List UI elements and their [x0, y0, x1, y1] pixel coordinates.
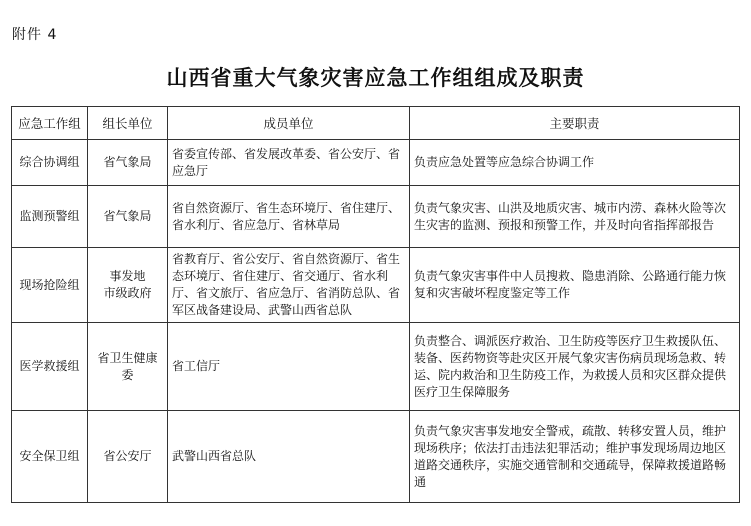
row-group: 安全保卫组: [12, 411, 88, 503]
row-members: 省教育厅、省公安厅、省自然资源厅、省生态环境厅、省住建厅、省交通厅、省水利厅、省文旅厅、省应急厅、省消防总队、省军区战备建设局、武警山西省总队: [168, 248, 410, 323]
row-leader: 省气象局: [88, 140, 168, 186]
table-row: [12, 411, 740, 503]
row-duties: 负责气象灾害、山洪及地质灾害、城市内涝、森林火险等次生灾害的监测、预报和预警工作，并及时向省指挥部报告: [410, 186, 740, 248]
annex-label: 附件 4: [12, 27, 58, 43]
row-leader: 省卫生健康委: [88, 323, 168, 411]
row-leader-line1: 事发地: [109, 269, 146, 283]
header-group: 应急工作组: [12, 107, 88, 140]
row-duties: 负责气象灾害事件中人员搜救、隐患消除、公路通行能力恢复和灾害破坏程度鉴定等工作: [410, 248, 740, 323]
page-title: 山西省重大气象灾害应急工作组组成及职责: [166, 66, 585, 90]
row-members: 武警山西省总队: [168, 411, 410, 503]
row-duties: 负责气象灾害事发地安全警戒，疏散、转移安置人员，维护现场秩序；依法打击违法犯罪活动；维护事发现场周边地区道路交通秩序，实施交通管制和交通疏导，保障救援道路畅通: [410, 411, 740, 503]
row-duties: 负责应急处置等应急综合协调工作: [410, 140, 740, 186]
table-row: [12, 140, 740, 186]
duty-table: [11, 106, 740, 503]
row-leader: 省气象局: [88, 186, 168, 248]
table-header-row: [12, 107, 740, 140]
row-leader: [88, 248, 168, 323]
row-group: 监测预警组: [12, 186, 88, 248]
row-group: 综合协调组: [12, 140, 88, 186]
row-group: 医学救援组: [12, 323, 88, 411]
row-duties: 负责整合、调派医疗救治、卫生防疫等医疗卫生救援队伍、装备、医药物资等赴灾区开展气象灾害伤病员现场急救、转运、院内救治和卫生防疫工作，为救援人员和灾区群众提供医疗卫生保障服务: [410, 323, 740, 411]
table-row: [12, 248, 740, 323]
row-group: 现场抢险组: [12, 248, 88, 323]
header-leader: 组长单位: [88, 107, 168, 140]
header-duties: 主要职责: [410, 107, 740, 140]
table-row: [12, 323, 740, 411]
row-members: 省工信厅: [168, 323, 410, 411]
header-members: 成员单位: [168, 107, 410, 140]
row-leader-line2: 市级政府: [103, 286, 152, 300]
row-members: 省委宣传部、省发展改革委、省公安厅、省应急厅: [168, 140, 410, 186]
table-row: [12, 186, 740, 248]
row-leader: 省公安厅: [88, 411, 168, 503]
row-members: 省自然资源厅、省生态环境厅、省住建厅、省水利厅、省应急厅、省林草局: [168, 186, 410, 248]
